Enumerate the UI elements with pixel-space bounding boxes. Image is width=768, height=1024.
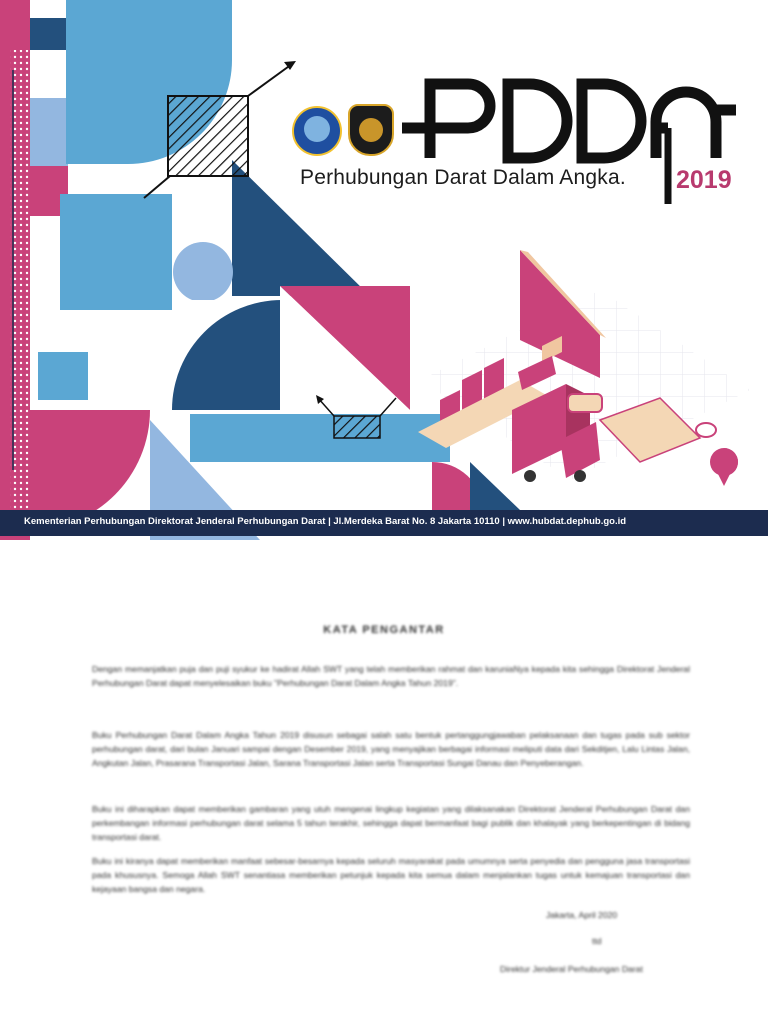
cover-subtitle: Perhubungan Darat Dalam Angka. bbox=[300, 166, 626, 189]
signature-title: Direktur Jenderal Perhubungan Darat bbox=[500, 964, 643, 974]
darat-shield-icon bbox=[348, 104, 394, 156]
foreword-page bbox=[0, 540, 768, 1024]
foreword-paragraph-4: Buku ini kiranya dapat memberikan manfaat sebesar-besarnya kepada seluruh masyarakat pada umumnya serta penyedia dan pengguna jasa transportasi pada khususnya. Semoga Allah SWT senantiasa memberikan petunjuk kepada kita semua dalam menjalankan tugas untuk kemajuan transportasi dan kejayaan bangsa dan negara. bbox=[92, 856, 690, 894]
foreword-paragraph-3: Buku ini diharapkan dapat memberikan gambaran yang utuh mengenai lingkup kegiatan yang dilaksanakan Direktorat Jenderal Perhubungan Darat dan perkembangan informasi perhubungan darat selama 5 tahun terakhir, sehingga dapat bermanfaat bagi publik dan khalayak yang berkepentingan di bidang transportasi darat. bbox=[92, 804, 690, 842]
cover-year: 2019 bbox=[676, 166, 732, 194]
signature-place-date: Jakarta, April 2020 bbox=[546, 910, 618, 920]
kemenhub-emblem-icon bbox=[292, 106, 342, 156]
foreword-paragraph-2: Buku Perhubungan Darat Dalam Angka Tahun 2019 disusun sebagai salah satu bentuk pertanggungjawaban pelaksanaan dan tugas pada sub sektor perhubungan darat, dari bulan Januari sampai dengan Desember 2019, yang menyajikan berbagai informasi meliputi data dari Sekditjen, Lalu Lintas Jalan, Angkutan Jalan, Prasarana Transportasi Jalan, Sarana Transportasi Jalan serta Transportasi Sungai Danau dan Penyeberangan. bbox=[92, 730, 690, 768]
signature-mark: ttd bbox=[592, 936, 602, 946]
foreword-paragraph-1: Dengan memanjatkan puja dan puji syukur ke hadirat Allah SWT yang telah memberikan rahmat dan karuniaNya kepada kita sehingga Direktorat Jenderal Perhubungan Darat dapat menyelesaikan buku "Perhubungan Darat Dalam Angka Tahun 2019". bbox=[92, 664, 690, 688]
footer-address: Kementerian Perhubungan Direktorat Jenderal Perhubungan Darat | Jl.Merdeka Barat No. 8 Jakarta 10110 | www.hubdat.dephub.go.id bbox=[24, 516, 627, 527]
page-title: KATA PENGANTAR bbox=[323, 624, 445, 636]
